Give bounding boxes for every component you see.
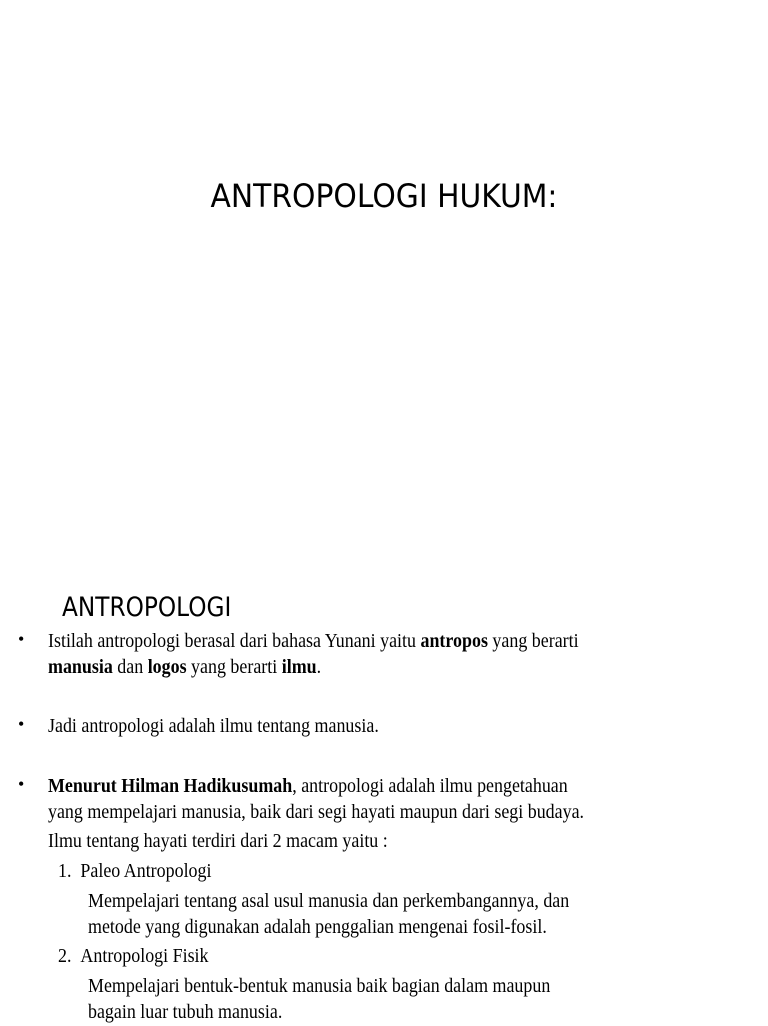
numbered-item-2-desc-line-1: Mempelajari bentuk-bentuk manusia baik bagian dalam maupun — [88, 976, 551, 997]
item-number: 2. — [58, 946, 72, 967]
bold-term: Menurut Hilman Hadikusumah — [48, 776, 293, 797]
bullet-1-line-2 — [48, 655, 321, 681]
bullet-2-line-1: Jadi antropologi adalah ilmu tentang manusia. — [48, 716, 379, 737]
bullet-icon: • — [18, 714, 25, 734]
numbered-item-1 — [58, 859, 211, 885]
text: Istilah antropologi berasal dari bahasa Yunani yaitu — [48, 631, 421, 652]
bold-term: manusia — [48, 657, 113, 678]
text: yang berarti — [487, 631, 579, 652]
numbered-item-2-desc-line-2: bagain luar tubuh manusia. — [88, 1002, 283, 1023]
text: yang berarti — [186, 657, 282, 678]
bullet-3-line-1 — [48, 774, 568, 800]
slide-title: ANTROPOLOGI HUKUM: — [210, 177, 558, 215]
section-heading: ANTROPOLOGI — [62, 592, 232, 623]
numbered-item-1-desc-line-1: Mempelajari tentang asal usul manusia dan perkembangannya, dan — [88, 891, 570, 912]
bullet-icon: • — [18, 774, 25, 794]
bullet-3-line-3: Ilmu tentang hayati terdiri dari 2 macam yaitu : — [48, 831, 388, 852]
item-number: 1. — [58, 861, 72, 882]
bullet-1-line-1 — [48, 629, 579, 655]
numbered-item-1-desc-line-2: metode yang digunakan adalah penggalian mengenai fosil-fosil. — [88, 917, 547, 938]
bold-term: logos — [147, 657, 187, 678]
numbered-item-2 — [58, 944, 209, 970]
item-label: Paleo Antropologi — [80, 861, 212, 882]
text: . — [316, 657, 322, 678]
bold-term: ilmu — [281, 657, 317, 678]
text: dan — [112, 657, 148, 678]
bullet-3-line-2: yang mempelajari manusia, baik dari segi hayati maupun dari segi budaya. — [48, 802, 585, 823]
bullet-icon: • — [18, 629, 25, 649]
text: , antropologi adalah ilmu pengetahuan — [292, 776, 568, 797]
bold-term: antropos — [420, 631, 488, 652]
item-label: Antropologi Fisik — [80, 946, 209, 967]
